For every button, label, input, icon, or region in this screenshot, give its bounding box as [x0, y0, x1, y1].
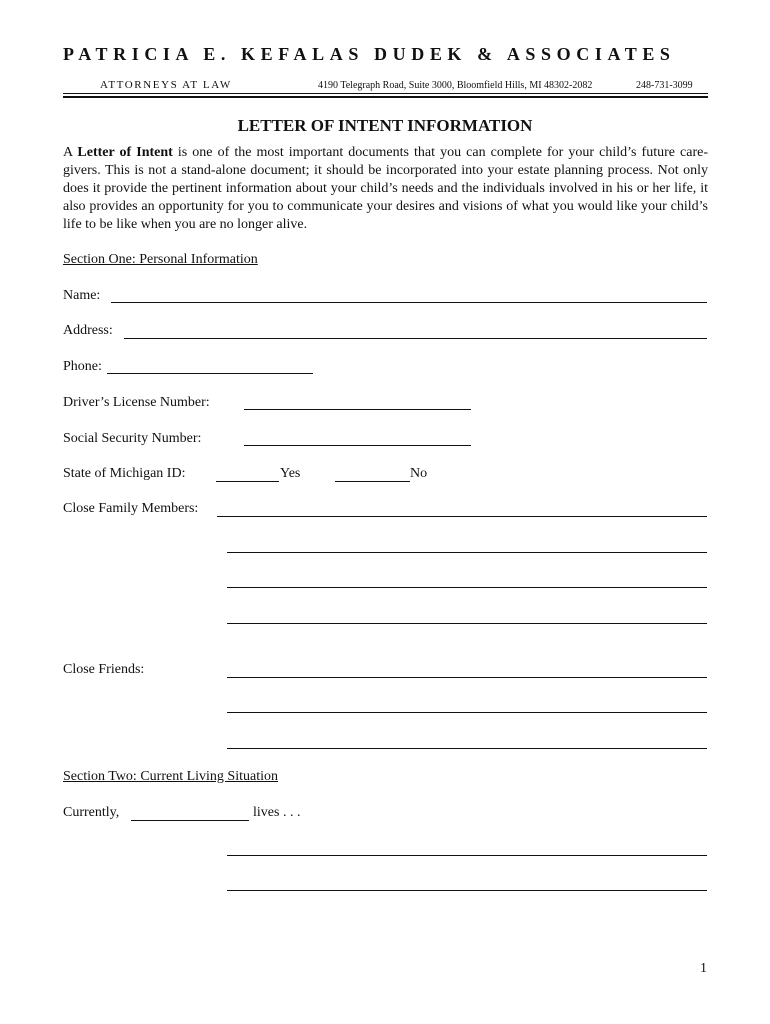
ssn-field[interactable] — [244, 445, 471, 446]
intro-lead: A — [63, 145, 78, 160]
living-situation-field-2[interactable] — [227, 890, 707, 891]
firm-phone: 248-731-3099 — [636, 80, 693, 91]
no-label: No — [410, 466, 428, 481]
family-members-field-2[interactable] — [227, 552, 707, 553]
page-number: 1 — [700, 961, 707, 976]
currently-name-field[interactable] — [131, 820, 249, 821]
name-field[interactable] — [111, 302, 707, 303]
ssn-label: Social Security Number: — [63, 431, 202, 446]
michigan-id-no-field[interactable] — [335, 481, 410, 482]
intro-bold-term: Letter of Intent — [77, 145, 173, 160]
close-friends-field[interactable] — [227, 677, 707, 678]
drivers-license-field[interactable] — [244, 409, 471, 410]
phone-label: Phone: — [63, 359, 102, 374]
name-label: Name: — [63, 288, 101, 303]
currently-label: Currently, — [63, 805, 120, 820]
lives-label: lives . . . — [253, 805, 301, 820]
yes-label: Yes — [280, 466, 301, 481]
phone-field[interactable] — [107, 373, 313, 374]
close-friends-label: Close Friends: — [63, 662, 145, 677]
drivers-license-label: Driver’s License Number: — [63, 395, 210, 410]
header-rule-bottom — [63, 96, 708, 98]
firm-name: PATRICIA E. KEFALAS DUDEK & ASSOCIATES — [63, 44, 676, 64]
intro-paragraph — [63, 144, 708, 234]
family-members-label: Close Family Members: — [63, 501, 199, 516]
firm-address: 4190 Telegraph Road, Suite 3000, Bloomfield Hills, MI 48302-2082 — [318, 80, 593, 91]
document-title: LETTER OF INTENT INFORMATION — [237, 116, 533, 135]
header-rule-top — [63, 93, 708, 94]
family-members-field-3[interactable] — [227, 587, 707, 588]
close-friends-field-2[interactable] — [227, 712, 707, 713]
family-members-field[interactable] — [217, 516, 707, 517]
firm-subtitle: ATTORNEYS AT LAW — [100, 79, 232, 91]
family-members-field-4[interactable] — [227, 623, 707, 624]
intro-body: is one of the most important documents that you can complete for your child’s future care-givers. This is not a stand-alone document; it should be incorporated into your estate planning process. Not only does it provide the pertinent information about your child’s needs and the individuals involved in his or her life, it also provides an opportunity for you to communicate your desires and visions of what you would like your child’s life to be like when you are no longer alive. — [63, 145, 708, 232]
close-friends-field-3[interactable] — [227, 748, 707, 749]
living-situation-field[interactable] — [227, 855, 707, 856]
michigan-id-label: State of Michigan ID: — [63, 466, 186, 481]
address-label: Address: — [63, 323, 113, 338]
section-two-heading: Section Two: Current Living Situation — [63, 769, 278, 784]
section-one-heading: Section One: Personal Information — [63, 252, 258, 267]
michigan-id-yes-field[interactable] — [216, 481, 279, 482]
address-field[interactable] — [124, 338, 707, 339]
